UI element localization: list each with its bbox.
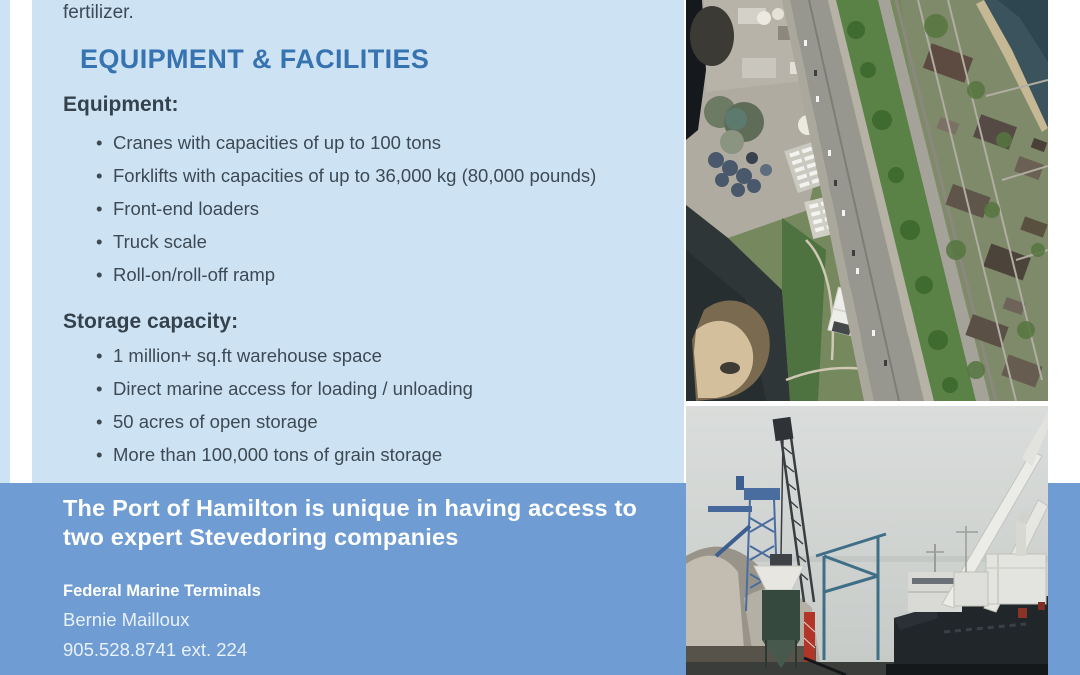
aerial-photo bbox=[686, 0, 1048, 401]
company-name: Federal Marine Terminals bbox=[63, 582, 261, 600]
harbour-photo bbox=[686, 406, 1048, 675]
stevedoring-heading-line: two expert Stevedoring companies bbox=[63, 524, 459, 550]
list-item: • Forklifts with capacities of up to 36,000 kg (80,000 pounds) bbox=[96, 165, 596, 187]
stevedoring-heading bbox=[63, 494, 637, 552]
left-accent-stripe bbox=[0, 0, 10, 483]
harbour-photo-graphic bbox=[686, 406, 1048, 675]
list-item: • Front-end loaders bbox=[96, 198, 596, 220]
storage-list bbox=[96, 345, 473, 477]
list-item: • Truck scale bbox=[96, 231, 596, 253]
contact-name: Bernie Mailloux bbox=[63, 609, 190, 630]
storage-heading: Storage capacity: bbox=[63, 310, 239, 333]
list-item: • Cranes with capacities of up to 100 tons bbox=[96, 132, 596, 154]
contact-phone: 905.528.8741 ext. 224 bbox=[63, 639, 248, 660]
stevedoring-heading-line: The Port of Hamilton is unique in having access to bbox=[63, 495, 638, 521]
list-item: • Direct marine access for loading / unloading bbox=[96, 378, 473, 400]
list-item: • 1 million+ sq.ft warehouse space bbox=[96, 345, 473, 367]
content-panel bbox=[32, 0, 684, 483]
list-item: • 50 acres of open storage bbox=[96, 411, 473, 433]
list-item: • Roll-on/roll-off ramp bbox=[96, 264, 596, 286]
list-item: • More than 100,000 tons of grain storage bbox=[96, 444, 473, 466]
intro-text: fertilizer. bbox=[63, 2, 134, 23]
equipment-heading: Equipment: bbox=[63, 93, 179, 116]
equipment-list bbox=[96, 132, 596, 297]
aerial-photo-graphic bbox=[686, 0, 1048, 401]
section-title: EQUIPMENT & FACILITIES bbox=[80, 44, 430, 74]
